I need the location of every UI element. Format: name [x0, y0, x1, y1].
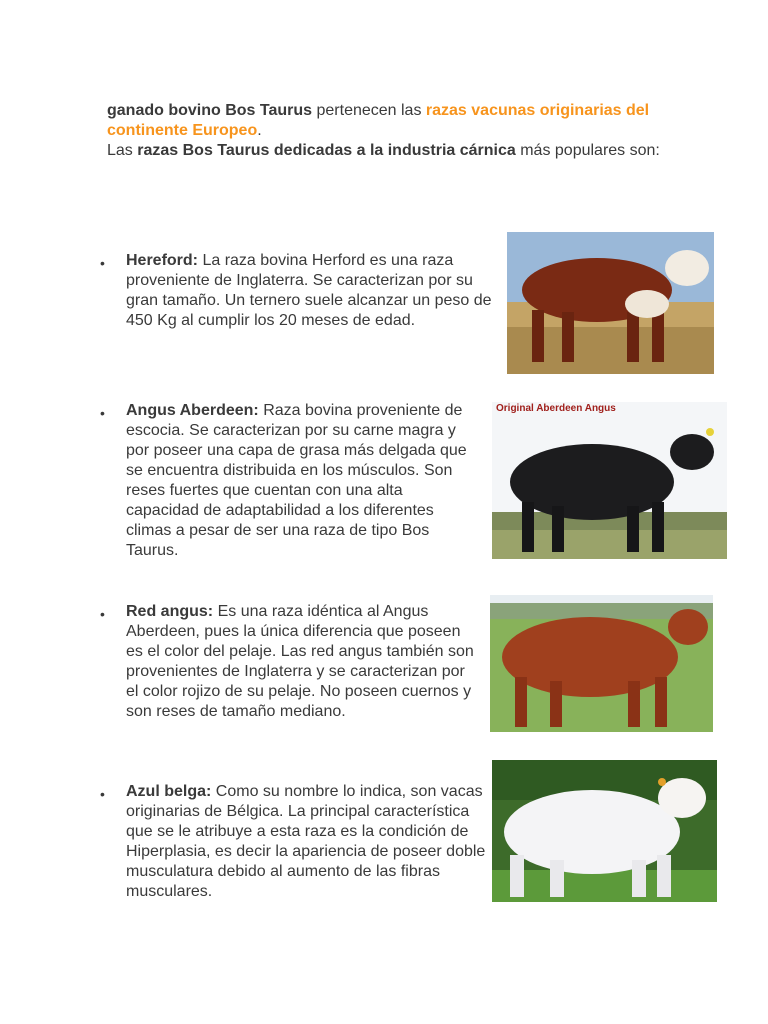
- breed-name: Angus Aberdeen:: [126, 402, 259, 419]
- hereford-photo: [507, 232, 714, 374]
- breed-description: Como su nombre lo indica, son vacas originarias de Bélgica. La principal característica que se le atribuye a esta raza es la condición de Hiperplasia, es decir la apariencia de poseer doble musculatura debido al aumento de las fibras musculares.: [126, 783, 486, 900]
- bullet: •: [100, 405, 105, 421]
- breed-name: Hereford:: [126, 252, 199, 269]
- intro-end-2: más populares son:: [515, 142, 660, 159]
- angus-aberdeen-photo: [492, 402, 727, 559]
- intro-highlight: razas vacunas originarias del continente Europeo: [107, 102, 650, 139]
- intro-line-2: [107, 141, 667, 161]
- photo-caption: Original Aberdeen Angus: [496, 403, 616, 414]
- intro-paragraph: [107, 101, 667, 161]
- red-angus-photo: [490, 595, 713, 732]
- intro-line-1: [107, 101, 667, 141]
- breed-text: [126, 251, 498, 331]
- intro-bold-2: razas Bos Taurus dedicadas a la industria cárnica: [137, 142, 516, 159]
- azul-belga-photo: [492, 760, 717, 902]
- intro-text-2: Las: [107, 142, 138, 159]
- bullet: •: [100, 255, 105, 271]
- intro-bold-1: ganado bovino Bos Taurus: [107, 102, 313, 119]
- breed-description: La raza bovina Herford es una raza proveniente de Inglaterra. Se caracterizan por su gran tamaño. Un ternero suele alcanzar un peso de 450 Kg al cumplir los 20 meses de edad.: [126, 252, 492, 329]
- intro-text-1: pertenecen las: [312, 102, 426, 119]
- breed-text: [126, 401, 476, 561]
- breed-text: [126, 602, 478, 722]
- bullet: •: [100, 786, 105, 802]
- intro-end-1: .: [257, 122, 262, 139]
- breed-text: [126, 782, 486, 902]
- breed-name: Red angus:: [126, 603, 214, 620]
- breed-name: Azul belga:: [126, 783, 212, 800]
- breed-description: Raza bovina proveniente de escocia. Se caracterizan por su carne magra y por poseer una capa de grasa más delgada que se encuentra distribuida en los músculos. Son reses fuertes que cuentan con una alta capacidad de adaptabilidad a los diferentes climas a pesar de ser una raza de tipo Bos Taurus.: [126, 402, 467, 559]
- bullet: •: [100, 606, 105, 622]
- breed-description: Es una raza idéntica al Angus Aberdeen, pues la única diferencia que poseen es el color del pelaje. Las red angus también son provenientes de Inglaterra y se caracterizan por el color rojizo de su pelaje. No poseen cuernos y son reses de tamaño mediano.: [126, 603, 474, 720]
